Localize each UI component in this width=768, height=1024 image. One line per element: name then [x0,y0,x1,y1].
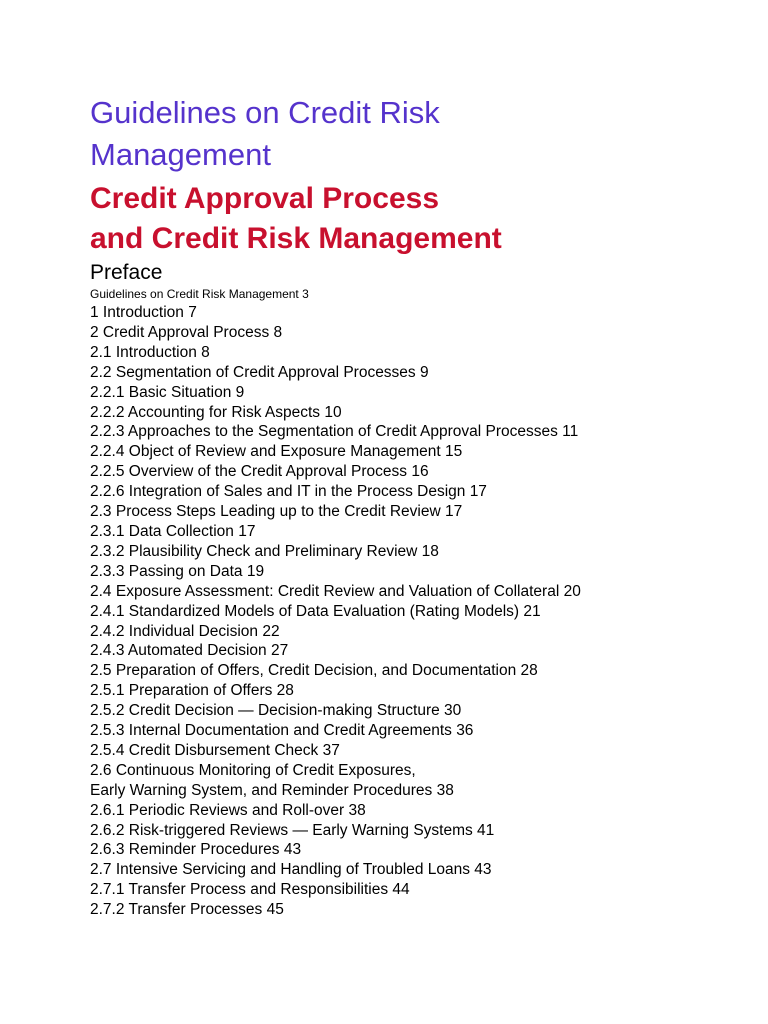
toc-entry: 2.5.1 Preparation of Offers 28 [90,682,294,700]
document-subtitle [90,179,750,259]
toc-entry: 2.6.3 Reminder Procedures 43 [90,841,302,859]
toc-entry: 2.2.2 Accounting for Risk Aspects 10 [90,403,342,421]
toc-entry: 2.6.1 Periodic Reviews and Roll-over 38 [90,801,366,819]
toc-entry: 2.4.2 Individual Decision 22 [90,622,280,640]
toc-entry: 2.2.6 Integration of Sales and IT in the Process Design 17 [90,483,487,501]
document-title-line: Management [90,137,271,172]
toc-entry: 2.5.4 Credit Disbursement Check 37 [90,741,340,759]
toc-entry: 2.5.2 Credit Decision — Decision-making Structure 30 [90,702,462,720]
toc-entry: 2.2.3 Approaches to the Segmentation of Credit Approval Processes 11 [90,423,579,441]
toc-heading: Guidelines on Credit Risk Management 3 [90,287,309,301]
document-subtitle-line: and Credit Risk Management [90,222,502,255]
toc-entry: 2.3.1 Data Collection 17 [90,522,256,540]
toc-entry: 2.6 Continuous Monitoring of Credit Exposures, [90,761,416,779]
toc-entry: 2.7.1 Transfer Process and Responsibilities 44 [90,881,410,899]
toc-entry: 2.2 Segmentation of Credit Approval Processes 9 [90,363,429,381]
document-title-line: Guidelines on Credit Risk [90,95,440,130]
toc-entry: 2.4 Exposure Assessment: Credit Review and Valuation of Collateral 20 [90,582,581,600]
table-of-contents [90,303,750,920]
document-page [90,92,750,920]
toc-entry: 2.2.1 Basic Situation 9 [90,383,245,401]
toc-entry: 2.5.3 Internal Documentation and Credit Agreements 36 [90,722,474,740]
toc-entry: 2 Credit Approval Process 8 [90,323,283,341]
toc-entry: 2.3 Process Steps Leading up to the Credit Review 17 [90,503,463,521]
toc-entry: 2.4.3 Automated Decision 27 [90,642,289,660]
toc-entry: 2.3.3 Passing on Data 19 [90,562,265,580]
preface-heading: Preface [90,261,163,284]
toc-entry: 2.4.1 Standardized Models of Data Evaluation (Rating Models) 21 [90,602,541,620]
toc-entry: 1 Introduction 7 [90,304,197,321]
toc-entry: 2.6.2 Risk-triggered Reviews — Early Warning Systems 41 [90,821,495,839]
toc-entry: 2.2.5 Overview of the Credit Approval Process 16 [90,463,429,481]
document-title [90,92,750,176]
toc-entry: 2.7.2 Transfer Processes 45 [90,901,284,919]
toc-entry: Early Warning System, and Reminder Procedures 38 [90,781,454,799]
document-subtitle-line: Credit Approval Process [90,182,439,215]
toc-entry: 2.1 Introduction 8 [90,343,210,361]
toc-entry: 2.7 Intensive Servicing and Handling of Troubled Loans 43 [90,861,492,879]
toc-entry: 2.3.2 Plausibility Check and Preliminary Review 18 [90,542,439,560]
toc-entry: 2.2.4 Object of Review and Exposure Management 15 [90,443,463,461]
toc-entry: 2.5 Preparation of Offers, Credit Decision, and Documentation 28 [90,662,538,680]
